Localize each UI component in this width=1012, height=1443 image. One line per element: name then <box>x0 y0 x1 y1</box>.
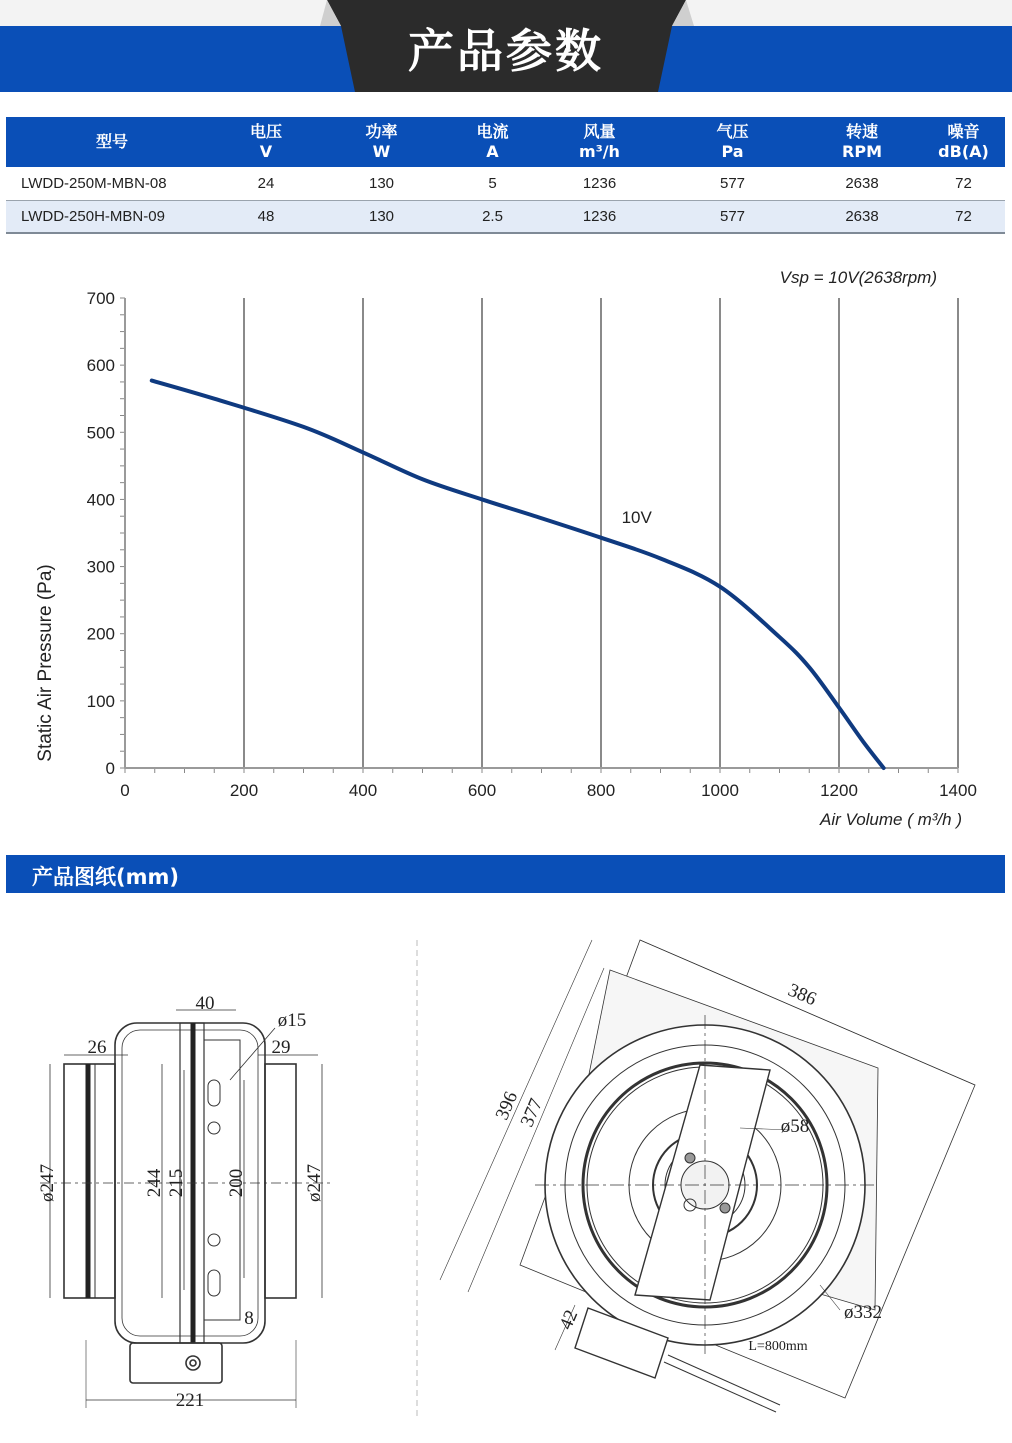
chart-series-line <box>152 381 884 768</box>
col-header-model: 型号 <box>6 117 218 167</box>
cell-current: 2.5 <box>449 200 536 233</box>
chart-x-axis-label: Air Volume ( m³/h ) <box>819 810 962 829</box>
table-row <box>6 167 1005 200</box>
dim-side-29: 29 <box>271 1037 291 1058</box>
col-header-speed: 转速 RPM <box>802 117 922 167</box>
cell-voltage: 48 <box>218 200 314 233</box>
dim-front-377: 377 <box>516 1095 548 1131</box>
side-view-dimensions <box>37 993 325 1411</box>
chart-y-tick-label: 300 <box>86 557 115 577</box>
header-band <box>0 0 1012 92</box>
dim-side-8: 8 <box>244 1308 254 1329</box>
spec-table <box>6 117 1005 234</box>
cell-airflow: 1236 <box>536 167 663 200</box>
dim-front-cable-length: L=800mm <box>748 1339 808 1354</box>
performance-chart <box>0 250 1012 840</box>
col-header-current: 电流 A <box>449 117 536 167</box>
cell-airflow: 1236 <box>536 200 663 233</box>
chart-y-tick-labels <box>87 289 115 778</box>
dim-side-200: 200 <box>226 1168 247 1198</box>
cell-voltage: 24 <box>218 167 314 200</box>
chart-y-tick-label: 100 <box>86 691 115 711</box>
cell-speed: 2638 <box>802 200 922 233</box>
dim-side-d247-right: ø247 <box>304 1164 325 1202</box>
col-header-pressure: 气压 Pa <box>663 117 802 167</box>
page-title: 产品参数 <box>408 24 604 78</box>
col-header-power: 功率 W <box>314 117 449 167</box>
dim-front-396: 396 <box>491 1088 523 1124</box>
chart-y-tick-label: 600 <box>86 356 115 376</box>
chart-grid <box>244 298 958 768</box>
chart-x-tick-label: 0 <box>120 781 130 800</box>
dim-side-40: 40 <box>195 993 215 1014</box>
dim-front-42: 42 <box>555 1307 583 1333</box>
chart-x-tick-label: 600 <box>467 781 497 800</box>
chart-y-tick-label: 0 <box>105 759 115 778</box>
cell-power: 130 <box>314 167 449 200</box>
dim-side-d15: ø15 <box>277 1010 307 1031</box>
chart-x-tick-label: 400 <box>348 781 378 800</box>
side-view-drawing <box>40 1010 330 1408</box>
dim-side-244: 244 <box>144 1168 165 1198</box>
chart-y-tick-label: 500 <box>86 423 115 443</box>
cell-noise: 72 <box>922 200 1005 233</box>
col-header-voltage: 电压 V <box>218 117 314 167</box>
cell-noise: 72 <box>922 167 1005 200</box>
cell-speed: 2638 <box>802 167 922 200</box>
technical-drawings <box>0 900 1012 1443</box>
spec-table-header <box>6 117 1005 167</box>
chart-x-tick-label: 800 <box>586 781 616 800</box>
col-header-airflow: 风量 m³/h <box>536 117 663 167</box>
table-row <box>6 200 1005 233</box>
cell-pressure: 577 <box>663 200 802 233</box>
dim-front-d332: ø332 <box>844 1302 882 1323</box>
drawing-section-bar <box>6 855 1005 893</box>
chart-x-tick-labels <box>120 781 977 800</box>
cell-pressure: 577 <box>663 167 802 200</box>
drawing-section-title: 产品图纸(mm) <box>32 865 179 889</box>
chart-x-tick-label: 200 <box>229 781 259 800</box>
dim-side-d247-left: ø247 <box>37 1164 58 1202</box>
col-header-noise: 噪音 dB(A) <box>922 117 1005 167</box>
dim-side-26: 26 <box>87 1037 107 1058</box>
chart-svg <box>0 250 1012 840</box>
chart-y-tick-label: 700 <box>86 289 115 308</box>
chart-minor-ticks <box>120 298 958 773</box>
chart-x-tick-label: 1200 <box>820 781 858 800</box>
cell-model: LWDD-250H-MBN-09 <box>6 200 218 233</box>
chart-series-label: 10V <box>621 508 652 527</box>
cell-current: 5 <box>449 167 536 200</box>
dim-side-215: 215 <box>166 1168 187 1198</box>
chart-series <box>152 381 884 768</box>
dim-front-386: 386 <box>784 979 820 1011</box>
chart-x-tick-label: 1400 <box>939 781 977 800</box>
chart-y-tick-label: 200 <box>86 624 115 644</box>
chart-y-tick-label: 400 <box>86 490 115 510</box>
dim-front-d58: ø58 <box>780 1116 810 1137</box>
dim-side-221: 221 <box>175 1390 205 1411</box>
cell-power: 130 <box>314 200 449 233</box>
drawings-svg <box>0 900 1012 1443</box>
cell-model: LWDD-250M-MBN-08 <box>6 167 218 200</box>
chart-y-axis-label: Static Air Pressure (Pa) <box>35 564 56 762</box>
chart-x-tick-label: 1000 <box>701 781 739 800</box>
front-view-drawing <box>440 940 975 1412</box>
chart-title: Vsp = 10V(2638rpm) <box>779 268 937 287</box>
